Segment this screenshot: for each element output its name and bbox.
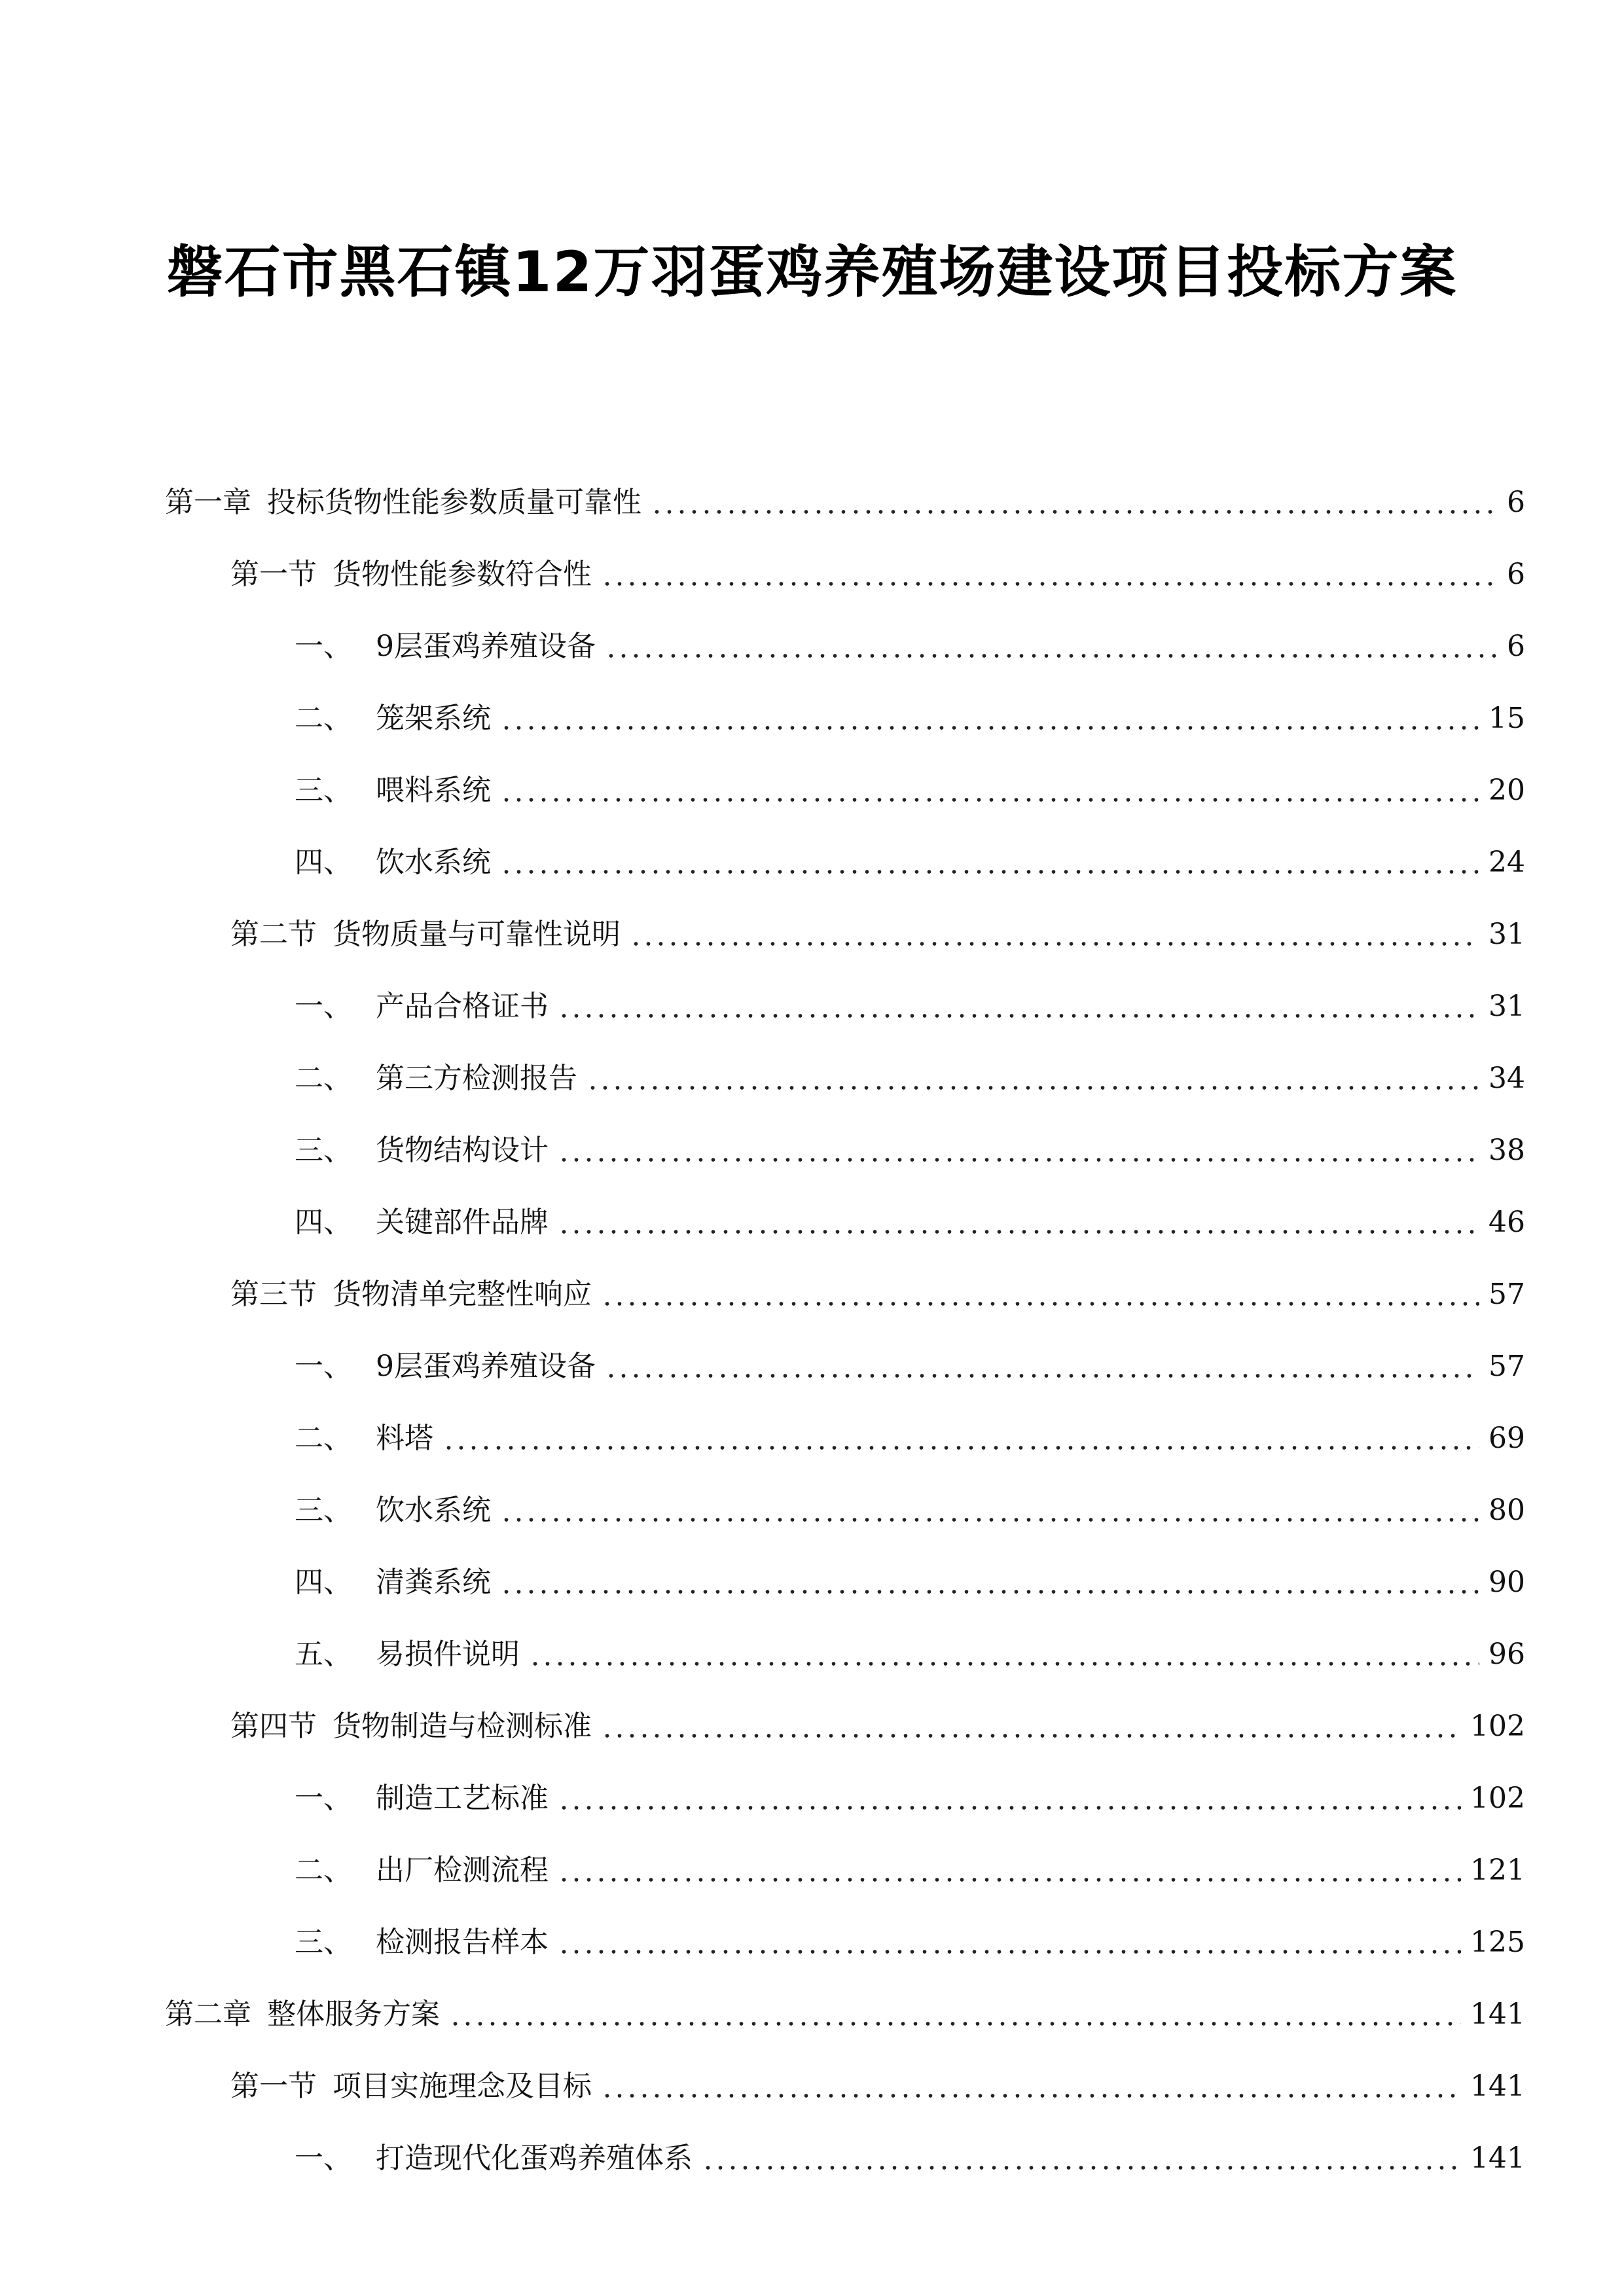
toc-entry[interactable] [295,1412,1525,1465]
toc-entry-title: 饮水系统 [376,846,491,879]
toc-dot-leader [558,1229,1479,1234]
toc-entry-number: 一、 [295,1782,352,1815]
toc-entry-title: 货物制造与检测标准 [333,1710,592,1743]
toc-entry[interactable] [230,2060,1525,2113]
toc-entry-title: 饮水系统 [376,1494,491,1527]
toc-entry-number: 三、 [295,1494,352,1527]
toc-entry-page-number: 6 [1507,558,1525,591]
toc-entry-number: 二、 [295,1062,352,1095]
toc-entry-number: 二、 [295,702,352,735]
toc-entry-page-number: 15 [1489,702,1525,735]
toc-entry[interactable] [165,1988,1525,2041]
toc-entry[interactable] [295,1052,1525,1105]
toc-entry-page-number: 6 [1507,486,1525,519]
toc-entry-title: 货物性能参数符合性 [333,558,592,591]
toc-dot-leader [630,941,1479,946]
toc-entry-title: 清粪系统 [376,1566,491,1599]
toc-entry-number: 三、 [295,1134,352,1167]
toc-entry-number: 二、 [295,1854,352,1887]
toc-entry-title: 货物质量与可靠性说明 [333,918,621,951]
toc-entry-title: 制造工艺标准 [376,1782,549,1815]
toc-entry-page-number: 31 [1489,918,1525,951]
toc-entry-title: 9层蛋鸡养殖设备 [376,630,596,663]
toc-entry-page-number: 90 [1489,1566,1525,1599]
toc-dot-leader [702,2165,1461,2170]
toc-entry-page-number: 57 [1489,1278,1525,1311]
toc-entry-number: 第三节 [230,1278,317,1311]
toc-entry-title: 易损件说明 [376,1638,520,1671]
toc-entry-title: 投标货物性能参数质量可靠性 [267,486,641,519]
toc-entry-title: 项目实施理念及目标 [333,2070,592,2103]
toc-entry[interactable] [295,1916,1525,1969]
toc-dot-leader [601,1301,1479,1306]
toc-entry-page-number: 102 [1470,1710,1525,1743]
toc-dot-leader [500,725,1479,730]
toc-entry-number: 四、 [295,1566,352,1599]
toc-entry-number: 一、 [295,990,352,1023]
toc-dot-leader [605,1373,1479,1378]
toc-dot-leader [449,2021,1461,2026]
toc-dot-leader [442,1445,1479,1450]
toc-entry-number: 三、 [295,1926,352,1959]
toc-entry[interactable] [295,1556,1525,1609]
toc-entry-number: 四、 [295,846,352,879]
toc-entry-title: 打造现代化蛋鸡养殖体系 [376,2142,693,2175]
toc-entry[interactable] [295,1124,1525,1177]
toc-entry-title: 第三方检测报告 [376,1062,577,1095]
toc-entry-title: 货物清单完整性响应 [333,1278,592,1311]
toc-dot-leader [558,1157,1479,1162]
toc-entry-page-number: 38 [1489,1134,1525,1167]
toc-entry[interactable] [295,1844,1525,1897]
toc-entry[interactable] [230,1268,1525,1321]
toc-entry-number: 四、 [295,1206,352,1239]
toc-entry-title: 产品合格证书 [376,990,549,1023]
toc-entry[interactable] [295,620,1525,673]
toc-entry-number: 第一节 [230,2070,317,2103]
toc-entry[interactable] [295,1484,1525,1537]
toc-entry-number: 二、 [295,1422,352,1455]
toc-entry-title: 出厂检测流程 [376,1854,549,1887]
toc-entry[interactable] [295,980,1525,1033]
toc-dot-leader [558,1877,1461,1882]
toc-entry-page-number: 69 [1489,1422,1525,1455]
toc-entry-page-number: 24 [1489,846,1525,879]
toc-entry-number: 第四节 [230,1710,317,1743]
toc-entry[interactable] [295,764,1525,817]
toc-entry[interactable] [295,1196,1525,1249]
toc-entry-page-number: 31 [1489,990,1525,1023]
toc-entry-number: 第一章 [165,486,251,519]
toc-entry[interactable] [230,908,1525,961]
toc-entry-title: 整体服务方案 [267,1998,440,2031]
toc-entry-page-number: 6 [1507,630,1525,663]
toc-entry-page-number: 141 [1470,1998,1525,2031]
toc-entry-number: 第二节 [230,918,317,951]
toc-entry[interactable] [295,836,1525,889]
toc-dot-leader [605,653,1498,658]
toc-entry[interactable] [295,2132,1525,2185]
toc-dot-leader [558,1949,1461,1954]
toc-entry-page-number: 57 [1489,1350,1525,1383]
toc-dot-leader [500,1589,1479,1594]
toc-entry-page-number: 46 [1489,1206,1525,1239]
toc-entry-title: 检测报告样本 [376,1926,549,1959]
toc-entry-page-number: 141 [1470,2070,1525,2103]
toc-entry-number: 五、 [295,1638,352,1671]
toc-entry-title: 喂料系统 [376,774,491,807]
toc-dot-leader [500,1517,1479,1522]
toc-entry-number: 三、 [295,774,352,807]
toc-entry-page-number: 121 [1470,1854,1525,1887]
toc-entry[interactable] [230,1700,1525,1753]
toc-entry-page-number: 125 [1470,1926,1525,1959]
toc-entry[interactable] [165,476,1525,529]
toc-entry-title: 笼架系统 [376,702,491,735]
toc-entry[interactable] [295,1772,1525,1825]
toc-entry-number: 一、 [295,1350,352,1383]
toc-dot-leader [601,1733,1461,1738]
toc-dot-leader [558,1805,1461,1810]
toc-entry-page-number: 80 [1489,1494,1525,1527]
toc-dot-leader [529,1661,1479,1666]
toc-entry-page-number: 96 [1489,1638,1525,1671]
toc-dot-leader [651,509,1498,514]
toc-entry-page-number: 20 [1489,774,1525,807]
toc-entry-title: 料塔 [376,1422,433,1455]
toc-entry-number: 一、 [295,630,352,663]
toc-entry[interactable] [295,692,1525,745]
toc-entry-page-number: 102 [1470,1782,1525,1815]
toc-entry-page-number: 34 [1489,1062,1525,1095]
document-title: 磐石市黑石镇12万羽蛋鸡养殖场建设项目投标方案 [166,240,1458,305]
toc-entry-number: 第二章 [165,1998,251,2031]
toc-dot-leader [601,2093,1461,2098]
toc-entry-title: 关键部件品牌 [376,1206,549,1239]
toc-dot-leader [558,1013,1479,1018]
toc-entry[interactable] [295,1628,1525,1681]
toc-entry-number: 一、 [295,2142,352,2175]
toc-entry[interactable] [295,1340,1525,1393]
toc-dot-leader [601,581,1498,586]
toc-dot-leader [500,797,1479,802]
toc-entry-title: 9层蛋鸡养殖设备 [376,1350,596,1383]
toc-dot-leader [500,869,1479,874]
toc-entry[interactable] [230,548,1525,601]
toc-entry-page-number: 141 [1470,2142,1525,2175]
toc-entry-title: 货物结构设计 [376,1134,549,1167]
toc-entry-number: 第一节 [230,558,317,591]
toc-dot-leader [586,1085,1479,1090]
